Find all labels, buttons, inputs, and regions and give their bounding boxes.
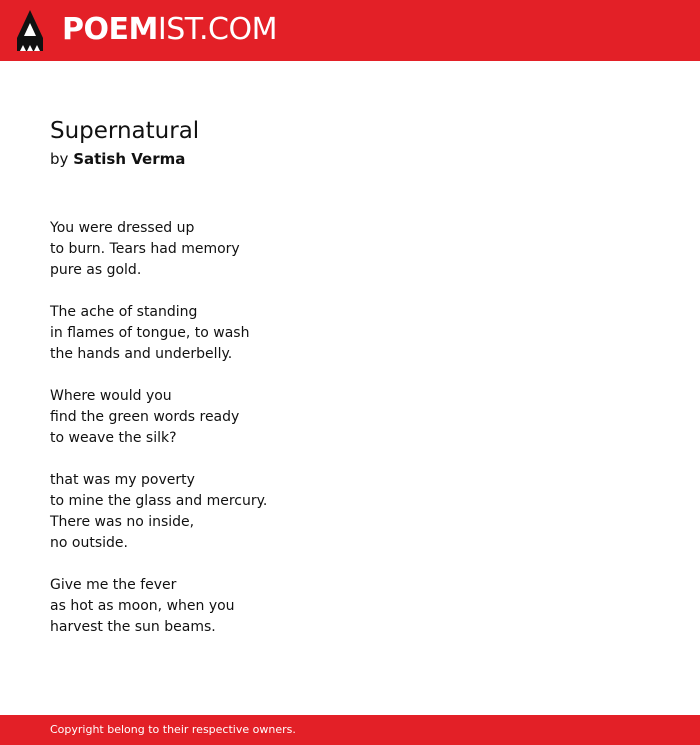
poem-line: no outside. [50,535,128,551]
poem-line: in flames of tongue, to wash [50,325,250,341]
stanza [50,575,650,638]
stanza [50,470,650,554]
pencil-logo-icon[interactable] [17,10,43,51]
poem-line: The ache of standing [50,304,198,320]
site-footer [0,715,700,745]
poem-line: to weave the silk? [50,430,177,446]
poem-title: Supernatural [50,118,200,144]
logo-bold-text: POEM [62,12,158,47]
site-header [0,0,700,61]
poem-line: find the green words ready [50,409,240,425]
poem-line: Where would you [50,388,172,404]
poem-line: pure as gold. [50,262,142,278]
by-label: by [50,150,69,168]
poem-line: to mine the glass and mercury. [50,493,268,509]
poem-body [50,218,650,659]
site-logo[interactable] [62,13,277,47]
poem-line: Give me the fever [50,577,177,593]
poem-line: harvest the sun beams. [50,619,216,635]
stanza [50,218,650,281]
copyright-text: Copyright belong to their respective owners. [50,723,296,736]
poem-line: that was my poverty [50,472,195,488]
poem-line: You were dressed up [50,220,195,236]
author-name: Satish Verma [73,150,186,168]
stanza [50,302,650,365]
byline [50,149,185,170]
logo-light-text: IST.COM [157,12,277,47]
stanza [50,386,650,449]
poem-line: the hands and underbelly. [50,346,233,362]
poem-line: as hot as moon, when you [50,598,235,614]
poem-line: There was no inside, [50,514,195,530]
poem-line: to burn. Tears had memory [50,241,240,257]
